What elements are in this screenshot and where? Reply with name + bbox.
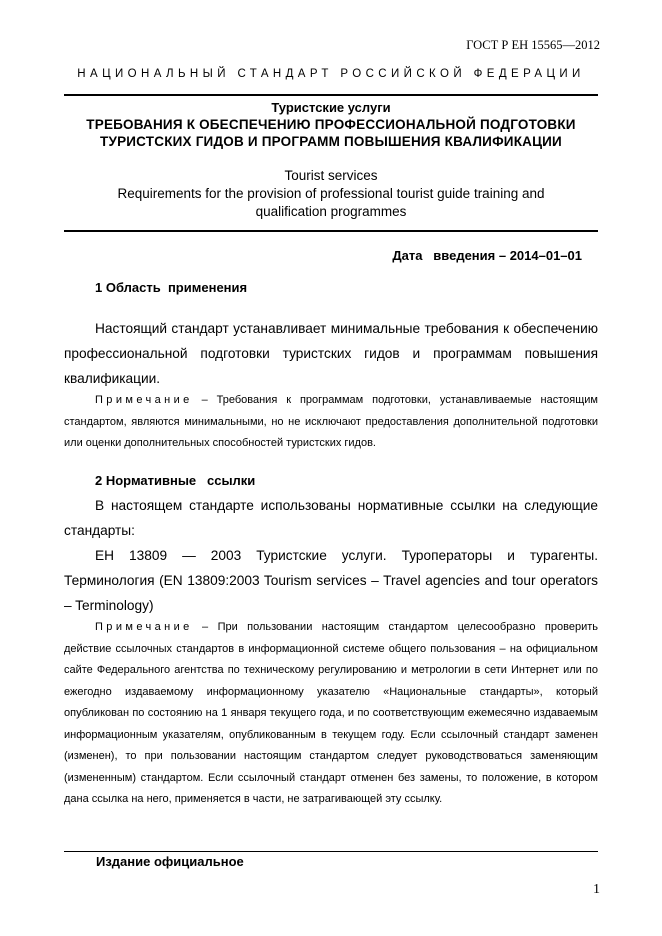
- footer-rule: [64, 851, 598, 852]
- section1-heading: 1 Область применения: [95, 280, 248, 295]
- document-code: ГОСТ Р ЕН 15565—2012: [466, 38, 600, 52]
- title-en-small: Tourist services: [284, 168, 378, 183]
- note-text: – Требования к программам подготовки, устанавливаемые настоящим стандартом, являются минимальными, но не исключают предоставления дополнительной подготовки или оценки дополнительных способностей туристских гидов.: [64, 394, 598, 449]
- header-rule: [64, 94, 598, 96]
- standard-header: НАЦИОНАЛЬНЫЙ СТАНДАРТ РОССИЙСКОЙ ФЕДЕРАЦИИ: [77, 68, 585, 80]
- section1-text: Настоящий стандарт устанавливает минимальные требования к обеспечению профессиональной подготовки туристских гидов и программам повышения квалификации.: [64, 321, 598, 386]
- title-en-line1: Requirements for the provision of professional tourist guide training and: [117, 186, 545, 201]
- title-en: [64, 167, 598, 221]
- title-ru-line2: ТУРИСТСКИХ ГИДОВ И ПРОГРАММ ПОВЫШЕНИЯ КВАЛИФИКАЦИИ: [100, 134, 562, 149]
- title-rule: [64, 230, 598, 232]
- title-ru-small: Туристские услуги: [271, 100, 391, 115]
- edition-label: Издание официальное: [96, 854, 244, 869]
- section2-text1: В настоящем стандарте использованы нормативные ссылки на следующие стандарты:: [64, 498, 598, 538]
- page-number: 1: [593, 882, 600, 897]
- note-text: – При пользовании настоящим стандартом целесообразно проверить действие ссылочных стандартов в информационной системе общего пользования – на официальном сайте Федерального агентства по техническому регулированию и метрологии в сети Интернет или по ежегодно издаваемому информационному указателю «Национальные стандарты», который опубликован по состоянию на 1 января текущего года, и по соответствующим ежемесячно издаваемым информационным указателям, опубликованным в текущем году. Если ссылочный стандарт заменен (изменен), то при пользовании настоящим стандартом следует руководствоваться заменяющим (измененным) стандартом. Если ссылочный стандарт отменен без замены, то положение, в котором дана ссылка на него, применяется в части, не затрагивающей эту ссылку.: [64, 621, 598, 805]
- title-en-line2: qualification programmes: [255, 204, 407, 219]
- section2-heading: 2 Нормативные ссылки: [95, 473, 256, 488]
- note-label: Примечание: [95, 394, 193, 406]
- section1-note: [64, 390, 598, 455]
- intro-date: Дата введения – 2014–01–01: [392, 248, 582, 263]
- title-ru-line1: ТРЕБОВАНИЯ К ОБЕСПЕЧЕНИЮ ПРОФЕССИОНАЛЬНОЙ ПОДГОТОВКИ: [86, 117, 576, 132]
- note-label: Примечание: [95, 621, 193, 633]
- section2-note: [64, 617, 598, 811]
- section2-text2: ЕН 13809 — 2003 Туристские услуги. Туроператоры и турагенты. Терминология (EN 13809:2003 Tourism services – Travel agencies and tour operators – Terminology): [64, 548, 598, 613]
- title-ru: [64, 100, 598, 150]
